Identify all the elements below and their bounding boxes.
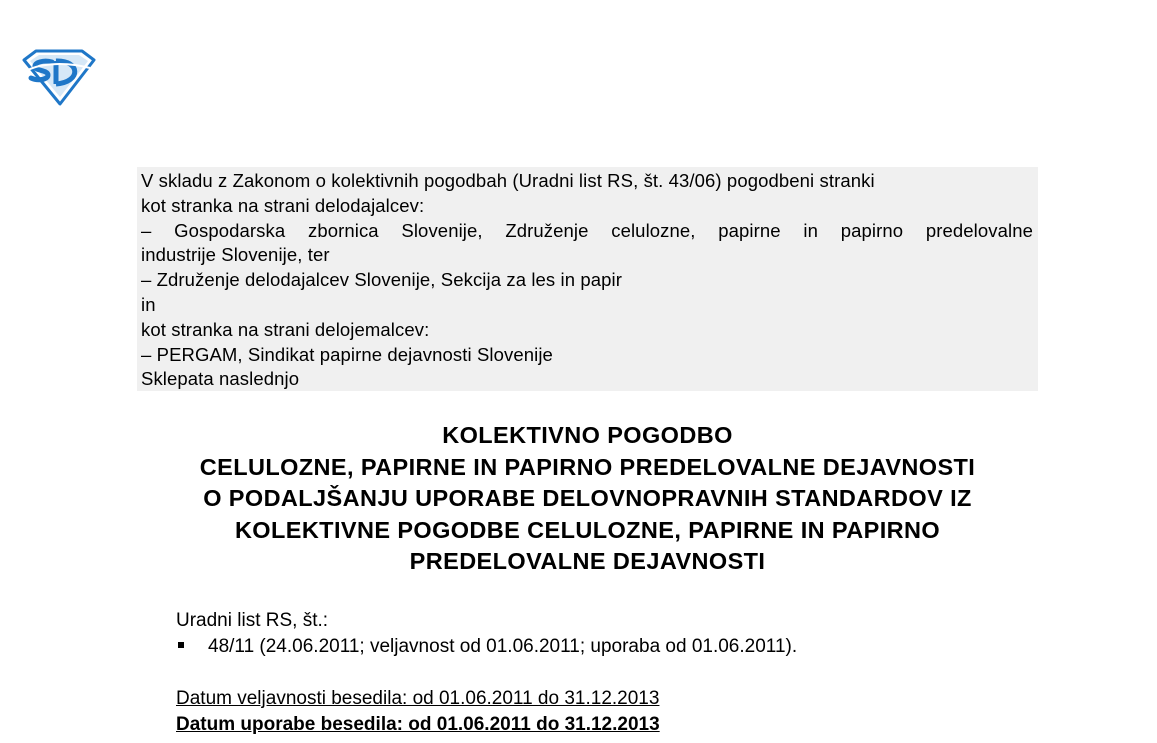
title-line: CELULOZNE, PAPIRNE IN PAPIRNO PREDELOVALNE DEJAVNOSTI (199, 453, 976, 480)
gazette-item-text: 48/11 (24.06.2011; veljavnost od 01.06.2011; uporaba od 01.06.2011). (208, 636, 798, 657)
title-line: PREDELOVALNE DEJAVNOSTI (409, 548, 766, 574)
intro-line: – PERGAM, Sindikat papirne dejavnosti Slovenije (141, 343, 553, 365)
intro-line: kot stranka na strani delojemalcev: (141, 318, 430, 340)
intro-line: in (141, 293, 156, 315)
title-line: KOLEKTIVNE POGODBE CELULOZNE, PAPIRNE IN PAPIRNO (234, 516, 941, 543)
sd-logo-icon (22, 48, 96, 106)
bullet-icon (178, 642, 184, 648)
document-title (137, 420, 1038, 578)
intro-line: Sklepata naslednjo (141, 368, 300, 390)
intro-line: industrije Slovenije, ter (141, 244, 330, 266)
validity-date: Datum veljavnosti besedila: od 01.06.2011 do 31.12.2013 (176, 688, 660, 709)
intro-line: V skladu z Zakonom o kolektivnih pogodbah (Uradni list RS, št. 43/06) pogodbeni stranki (141, 170, 875, 191)
intro-line: kot stranka na strani delodajalcev: (141, 194, 425, 216)
title-line: KOLEKTIVNO POGODBO (442, 422, 733, 448)
sd-logo (22, 48, 96, 106)
gazette-list-item (176, 634, 797, 660)
title-line: O PODALJŠANJU UPORABE DELOVNOPRAVNIH STANDARDOV IZ (203, 485, 972, 511)
gazette-heading: Uradni list RS, št.: (176, 610, 329, 631)
use-date: Datum uporabe besedila: od 01.06.2011 do 31.12.2013 (176, 714, 660, 735)
intro-paragraph (137, 167, 1038, 391)
intro-line: – Združenje delodajalcev Slovenije, Sekcija za les in papir (141, 269, 623, 291)
intro-line: – Gospodarska zbornica Slovenije, Združenje celulozne, papirne in papirno predelovalne (141, 219, 1033, 241)
